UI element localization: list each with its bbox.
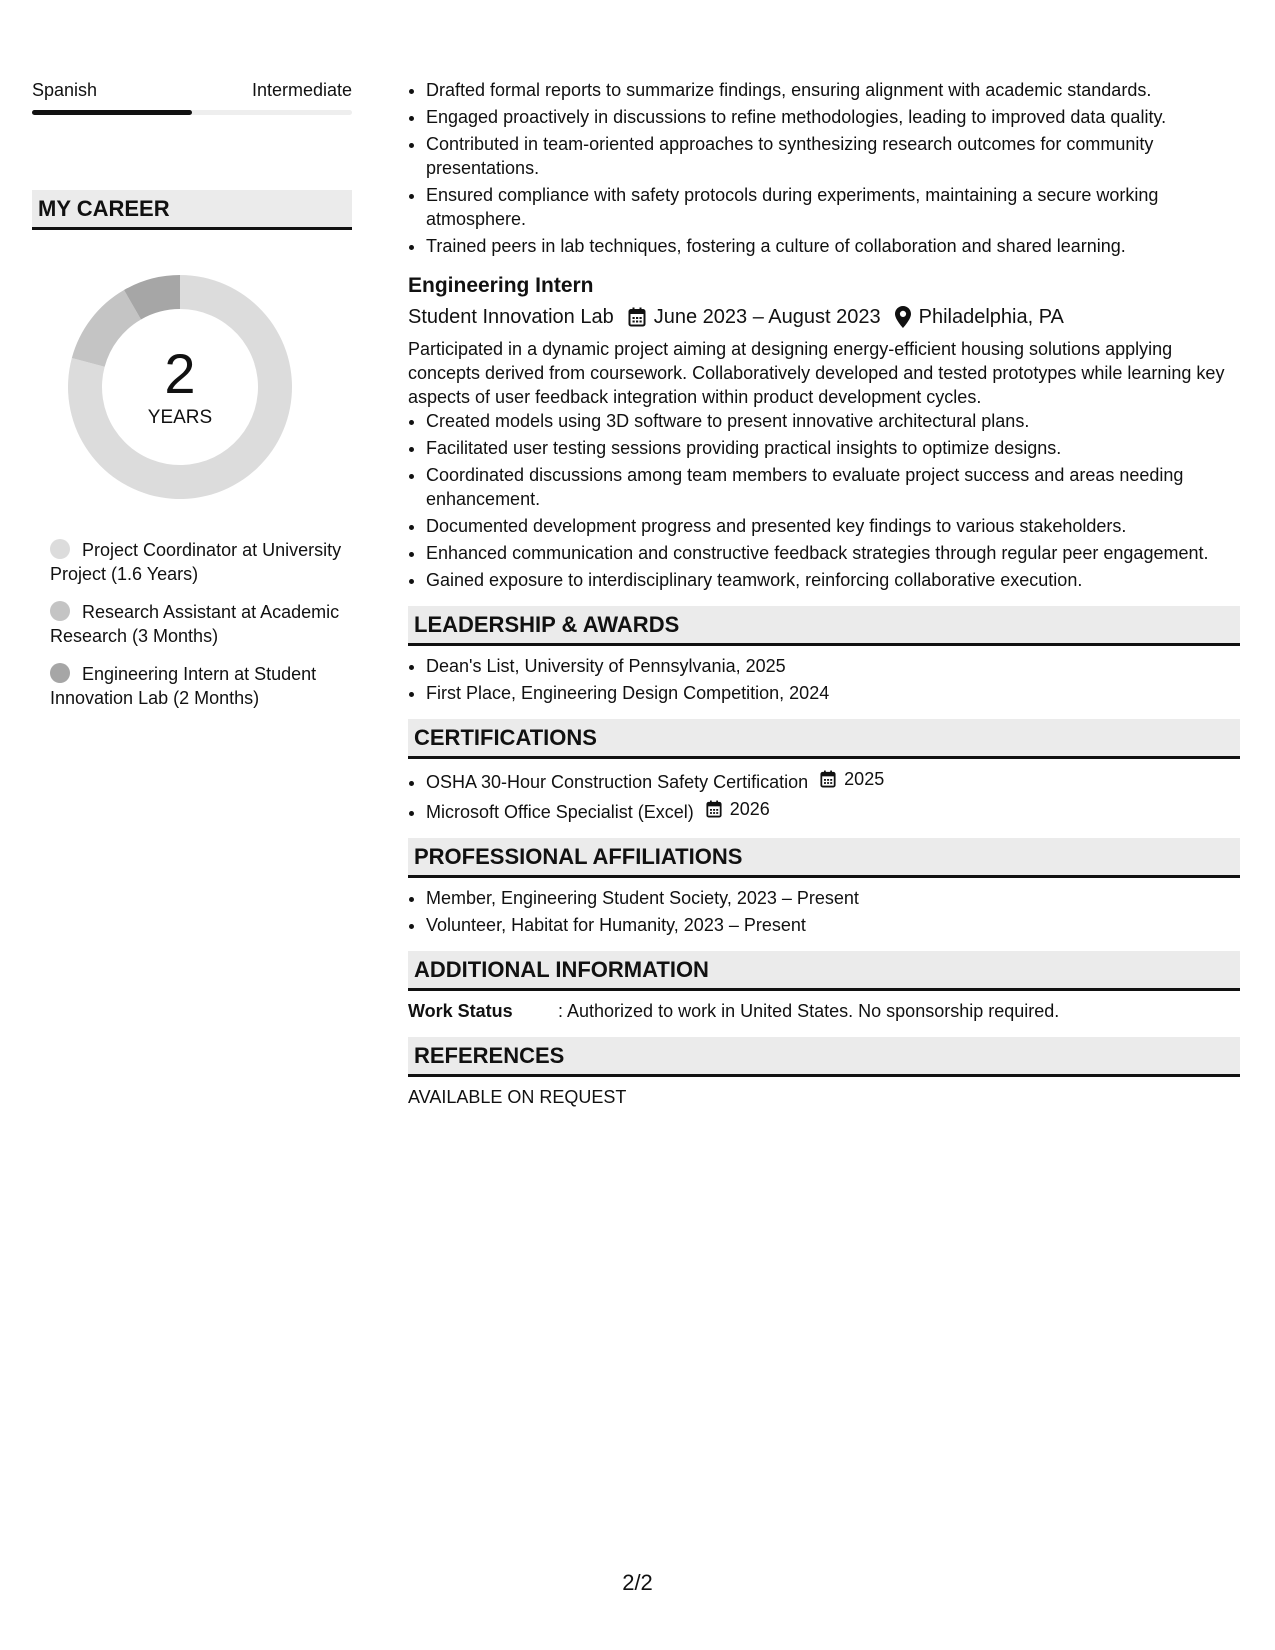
legend-dot xyxy=(50,601,70,621)
work-status-value: : Authorized to work in United States. No sponsorship required. xyxy=(558,1001,1060,1021)
legend-dot xyxy=(50,663,70,683)
calendar-icon xyxy=(706,800,726,818)
bullet-item: • Trained peers in lab techniques, fostering a culture of collaboration and shared learning. xyxy=(426,234,1240,258)
career-heading: MY CAREER xyxy=(32,190,352,230)
language-row xyxy=(32,78,352,102)
certification-date xyxy=(820,767,884,791)
career-legend-label: Engineering Intern at Student Innovation Lab (2 Months) xyxy=(50,664,317,708)
legend-dot xyxy=(50,539,70,559)
leadership-heading: LEADERSHIP & AWARDS xyxy=(408,606,1240,646)
career-donut xyxy=(65,272,295,502)
bullet-item: • Created models using 3D software to present innovative architectural plans. xyxy=(426,409,1240,433)
bullet-item: • Drafted formal reports to summarize findings, ensuring alignment with academic standards. xyxy=(426,78,1240,102)
award-item: • First Place, Engineering Design Competition, 2024 xyxy=(426,681,1240,705)
award-item: • Dean's List, University of Pennsylvania, 2025 xyxy=(426,654,1240,678)
bullet-item: • Enhanced communication and constructive feedback strategies through regular peer engagement. xyxy=(426,541,1240,565)
bullet-item: • Coordinated discussions among team members to evaluate project success and areas needing enhancement. xyxy=(426,463,1240,511)
affiliations-list xyxy=(408,886,1240,937)
bullet-item: • Gained exposure to interdisciplinary teamwork, reinforcing collaborative execution. xyxy=(426,568,1240,592)
work-status-label: Work Status xyxy=(408,1001,513,1021)
bullet-item: • Engaged proactively in discussions to refine methodologies, leading to improved data quality. xyxy=(426,105,1240,129)
certification-name: OSHA 30-Hour Construction Safety Certification xyxy=(426,772,809,792)
calendar-icon xyxy=(820,770,840,788)
additional-heading: ADDITIONAL INFORMATION xyxy=(408,951,1240,991)
page-number: 2/2 xyxy=(622,1570,653,1595)
job-description: Participated in a dynamic project aiming at designing energy-efficient housing solutions applying concepts derived from coursework. Collaboratively developed and tested prototypes while learning key aspects of user feedback integration within product development cycles. xyxy=(408,339,1225,407)
certification-name: Microsoft Office Specialist (Excel) xyxy=(426,802,694,822)
job-location: Philadelphia, PA xyxy=(918,306,1064,328)
left-column xyxy=(32,78,352,724)
certifications-heading: CERTIFICATIONS xyxy=(408,719,1240,759)
certifications-list xyxy=(408,767,1240,824)
previous-job-bullets xyxy=(408,78,1240,258)
career-total-value: 2 xyxy=(164,342,196,405)
career-legend xyxy=(50,538,352,710)
bullet-item: • Documented development progress and presented key findings to various stakeholders. xyxy=(426,514,1240,538)
affiliations-heading: PROFESSIONAL AFFILIATIONS xyxy=(408,838,1240,878)
references-heading: REFERENCES xyxy=(408,1037,1240,1077)
career-legend-label: Project Coordinator at University Project (1.6 Years) xyxy=(50,540,342,584)
map-pin-icon xyxy=(895,306,911,328)
leadership-list xyxy=(408,654,1240,705)
bullet-item: • Facilitated user testing sessions providing practical insights to optimize designs. xyxy=(426,436,1240,460)
certification-item xyxy=(426,797,1240,824)
calendar-icon xyxy=(628,307,646,327)
right-column xyxy=(408,78,1240,1109)
work-status-row xyxy=(408,999,1240,1023)
bullet-item: • Contributed in team-oriented approaches to synthesizing research outcomes for community presentations. xyxy=(426,132,1240,180)
certification-year: 2026 xyxy=(729,799,770,819)
job-dates: June 2023 – August 2023 xyxy=(653,306,881,328)
career-legend-label: Research Assistant at Academic Research (3 Months) xyxy=(50,602,340,646)
affiliation-item: • Member, Engineering Student Society, 2023 – Present xyxy=(426,886,1240,910)
language-name: Spanish xyxy=(32,80,98,100)
career-total-unit: YEARS xyxy=(147,407,213,428)
affiliation-item: • Volunteer, Habitat for Humanity, 2023 – Present xyxy=(426,913,1240,937)
bullet-item: • Ensured compliance with safety protocols during experiments, maintaining a secure working atmosphere. xyxy=(426,183,1240,231)
career-legend-item xyxy=(50,600,352,648)
references-text: AVAILABLE ON REQUEST xyxy=(408,1087,627,1107)
certification-item xyxy=(426,767,1240,794)
language-proficiency-fill xyxy=(32,110,192,115)
language-proficiency-bar xyxy=(32,110,352,115)
certification-date xyxy=(706,797,770,821)
job-company: Student Innovation Lab xyxy=(408,306,614,328)
job-bullets xyxy=(408,409,1240,592)
certification-year: 2025 xyxy=(844,769,885,789)
job-meta xyxy=(408,303,1240,331)
career-legend-item xyxy=(50,538,352,586)
job-title: Engineering Intern xyxy=(408,274,594,297)
career-legend-item xyxy=(50,662,352,710)
language-level: Intermediate xyxy=(251,80,352,100)
